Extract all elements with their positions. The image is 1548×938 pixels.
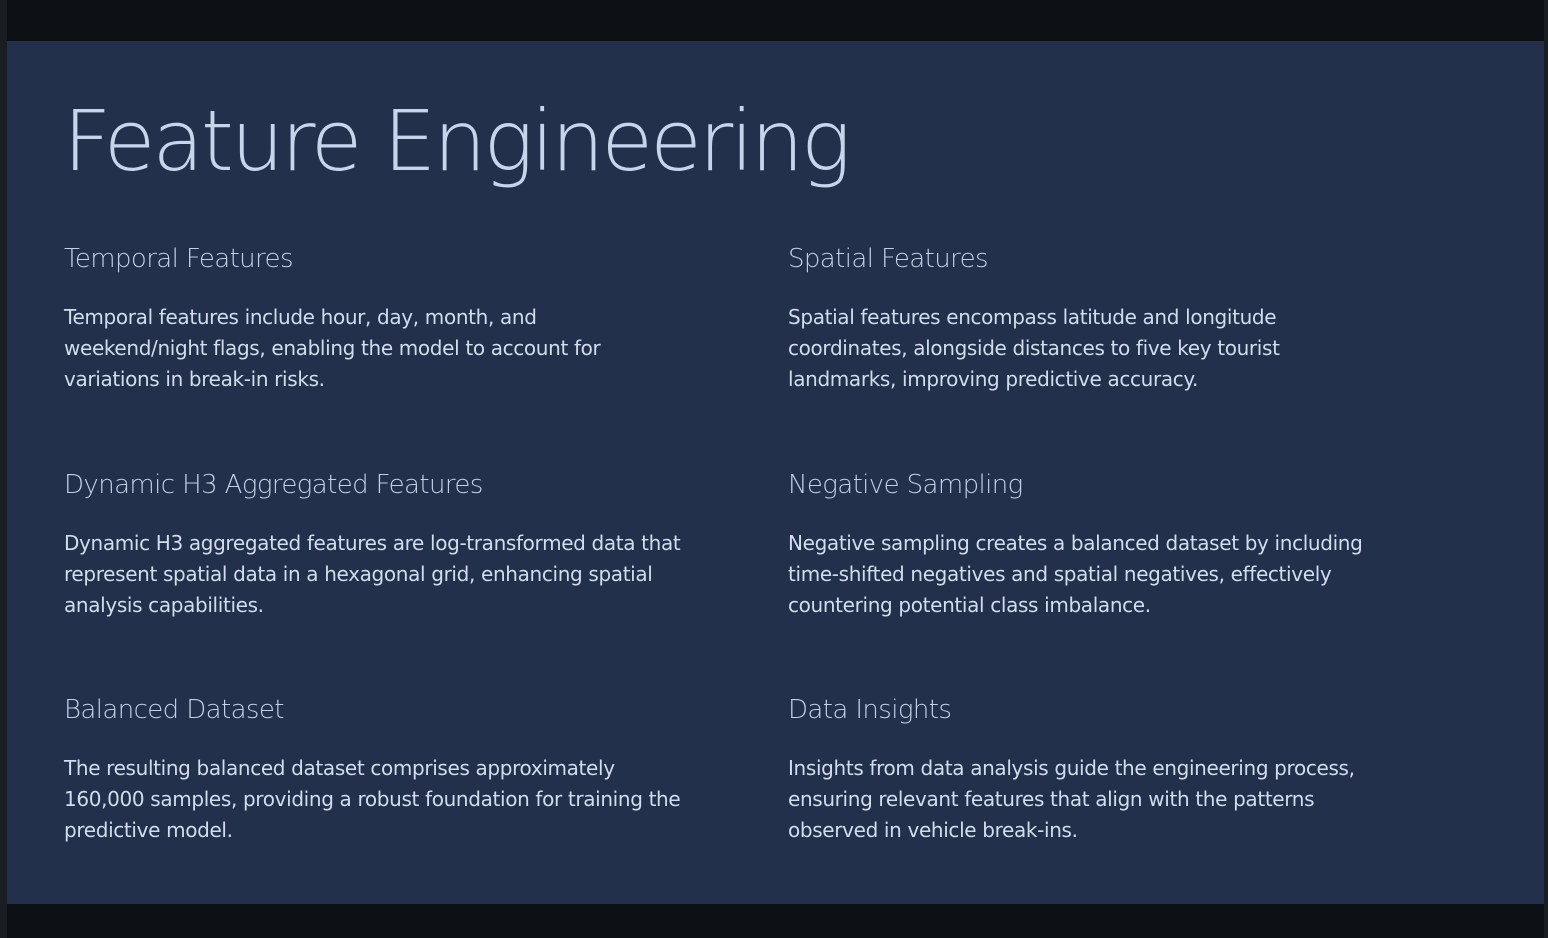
card-heading: Temporal Features [64,244,293,274]
card-data-insights [788,692,1388,846]
slide [7,41,1544,904]
card-balanced-dataset [64,692,684,846]
card-heading: Spatial Features [788,244,988,274]
card-dynamic-h3-aggregated-features [64,467,684,621]
card-temporal-features [64,241,684,395]
viewer-left-edge [0,0,7,938]
card-heading: Negative Sampling [788,470,1023,500]
card-body: Spatial features encompass latitude and longitude coordinates, alongside distances to five key tourist landmarks, improving predictive accuracy. [788,305,1280,391]
card-body: Insights from data analysis guide the engineering process, ensuring relevant features that align with the patterns observed in vehicle break-ins. [788,756,1355,842]
card-heading: Dynamic H3 Aggregated Features [64,470,483,500]
card-body: The resulting balanced dataset comprises approximately 160,000 samples, providing a robust foundation for training the predictive model. [64,756,681,842]
card-body: Negative sampling creates a balanced dataset by including time-shifted negatives and spatial negatives, effectively countering potential class imbalance. [788,531,1363,617]
card-body: Dynamic H3 aggregated features are log-transformed data that represent spatial data in a hexagonal grid, enhancing spatial analysis capabilities. [64,531,681,617]
card-negative-sampling [788,467,1388,621]
card-heading: Balanced Dataset [64,695,284,725]
viewer-right-edge [1544,0,1548,938]
card-heading: Data Insights [788,695,952,725]
card-spatial-features [788,241,1388,395]
card-body: Temporal features include hour, day, month, and weekend/night flags, enabling the model to account for variations in break-in risks. [64,305,601,391]
slide-title: Feature Engineering [63,92,849,190]
